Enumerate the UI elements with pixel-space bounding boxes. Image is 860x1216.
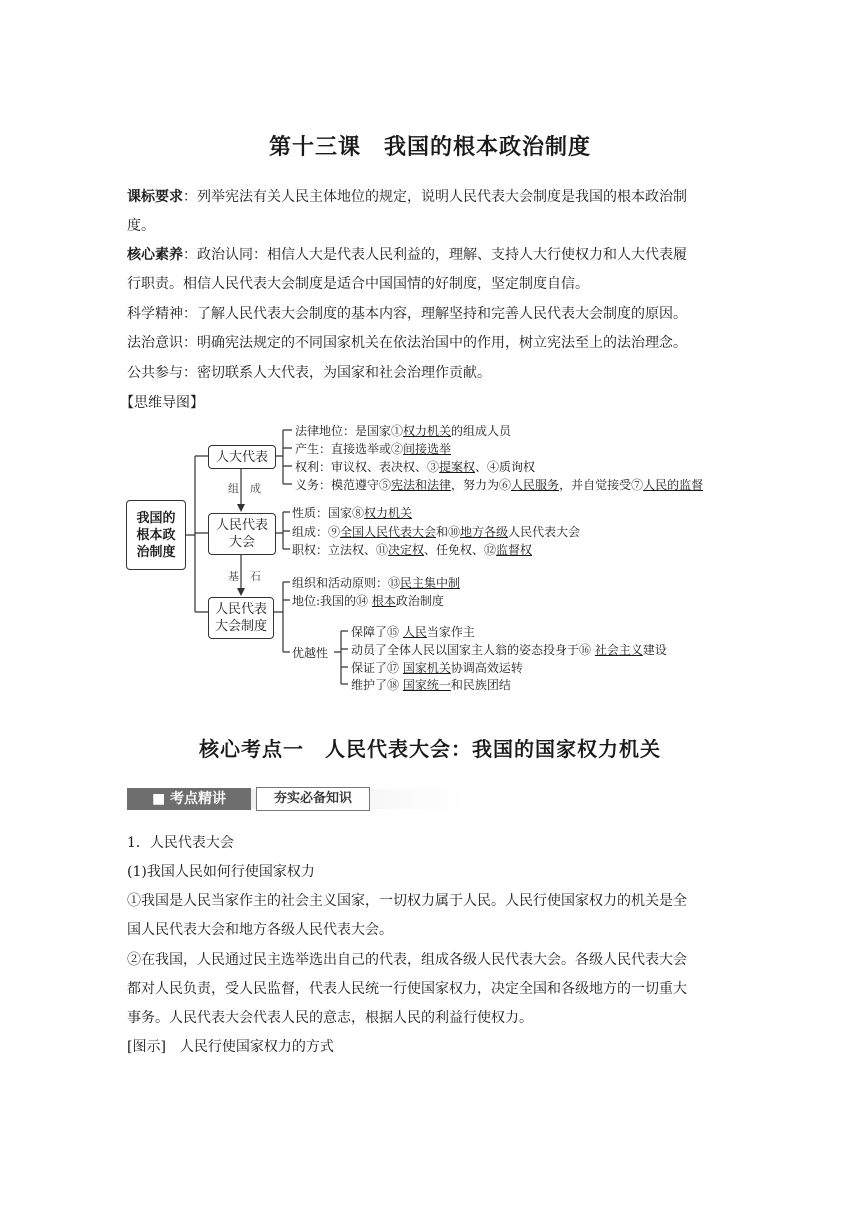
core-literacy-label: 核心素养 xyxy=(127,247,183,263)
requirement-text-cont: 度。 xyxy=(127,218,155,234)
figure-caption: [图示] 人民行使国家权力的方式 xyxy=(127,1039,334,1055)
scientific-spirit: 科学精神：了解人民代表大会制度的基本内容，理解坚持和完善人民代表大会制度的原因。 xyxy=(127,306,687,322)
link-foundation-2: 石 xyxy=(250,570,261,583)
text: ，努力为⑥ xyxy=(451,478,512,492)
text: 法律地位：是国家① xyxy=(295,424,404,438)
node-deputies: 人大代表 xyxy=(208,445,276,469)
system-principle xyxy=(292,574,460,591)
answer: 地方各级 xyxy=(460,525,509,539)
deputy-legal-status xyxy=(295,422,511,439)
paragraph-2-line-2: 都对人民负责，受人民监督，代表人民统一行使国家权力，决定全国和各级地方的一切重大 xyxy=(127,981,687,997)
text: ，并自觉接受⑦ xyxy=(559,478,644,492)
superiority-item xyxy=(351,641,667,658)
node-congress xyxy=(208,513,276,555)
answer: 提案权 xyxy=(439,460,476,474)
root-line-3: 治制度 xyxy=(136,544,176,560)
answer: 宪法和法律 xyxy=(391,478,452,492)
banner-left-label: ■ 考点精讲 xyxy=(127,788,251,810)
link-compose xyxy=(228,480,261,496)
text: 义务：模范遵守⑤ xyxy=(295,478,392,492)
deputy-rights xyxy=(295,458,535,475)
heading-1-1: (1)我国人民如何行使国家权力 xyxy=(127,864,315,880)
text: 组织和活动原则：⑬ xyxy=(292,576,401,590)
text: 保障了⑮ xyxy=(351,625,403,639)
requirement-label: 课标要求 xyxy=(127,189,183,205)
answer: 社会主义 xyxy=(594,643,643,657)
congress-composition xyxy=(292,523,580,540)
text: 和⑩ xyxy=(436,525,461,539)
congress-nature xyxy=(292,504,412,521)
text: 保证了⑰ xyxy=(351,661,403,675)
text: 当家作主 xyxy=(426,625,475,639)
page-title: 第十三课 我国的根本政治制度 xyxy=(268,135,591,160)
paragraph-1-line-1: ①我国是人民当家作主的社会主义国家，一切权力属于人民。人民行使国家权力的机关是全 xyxy=(127,893,687,909)
answer: 人民服务 xyxy=(511,478,560,492)
exam-point-banner xyxy=(127,786,467,812)
text: 维护了⑱ xyxy=(351,678,403,692)
legal-awareness: 法治意识：明确宪法规定的不同国家机关在依法治国中的作用，树立宪法至上的法治理念。 xyxy=(127,335,687,351)
answer: 人民的监督 xyxy=(643,478,704,492)
answer: 全国人民代表大会 xyxy=(340,525,437,539)
requirement-text: ：列举宪法有关人民主体地位的规定，说明人民代表大会制度是我国的根本政治制 xyxy=(183,189,687,205)
superiority-item xyxy=(351,676,511,693)
text: 的组成人员 xyxy=(451,424,512,438)
public-participation: 公共参与：密切联系人大代表，为国家和社会治理作贡献。 xyxy=(127,365,491,381)
node-congress-line-1: 人民代表 xyxy=(215,518,268,533)
link-compose-1: 组 xyxy=(228,482,239,495)
root-node xyxy=(126,500,186,570)
node-congress-system xyxy=(208,597,274,639)
link-compose-2: 成 xyxy=(250,482,261,495)
text: 组成：⑨ xyxy=(292,525,341,539)
answer: 权力机关 xyxy=(364,506,413,520)
answer: 间接选举 xyxy=(403,442,452,456)
banner-right-label: 夯实必备知识 xyxy=(256,787,370,811)
answer: 民主集中制 xyxy=(400,576,461,590)
link-foundation xyxy=(228,568,261,584)
answer: 国家机关 xyxy=(402,661,451,675)
answer: 国家统一 xyxy=(402,678,451,692)
answer: 根本 xyxy=(371,594,396,608)
text: 地位:我国的⑭ xyxy=(292,594,372,608)
node-congress-line-2: 大会 xyxy=(228,535,255,550)
text: 协调高效运转 xyxy=(450,661,523,675)
superiority-label: 优越性 xyxy=(292,646,329,660)
superiority-item xyxy=(351,659,523,676)
core-literacy-text: ：政治认同：相信人大是代表人民利益的，理解、支持人大行使权力和人大代表履 xyxy=(183,247,687,263)
superiority-item xyxy=(351,623,475,640)
answer: 权力机关 xyxy=(403,424,452,438)
deputy-duties xyxy=(295,476,703,493)
core-literacy-cont: 行职责。相信人民代表大会制度是适合中国国情的好制度，坚定制度自信。 xyxy=(127,276,589,292)
paragraph-2-line-3: 事务。人民代表大会代表人民的意志，根据人民的利益行使权力。 xyxy=(127,1010,533,1026)
mindmap-label: 【思维导图】 xyxy=(120,395,204,411)
deputy-election xyxy=(295,440,451,457)
text: 、任免权、⑫ xyxy=(424,543,497,557)
text: 职权：立法权、⑪ xyxy=(292,543,389,557)
paragraph-1-line-2: 国人民代表大会和地方各级人民代表大会。 xyxy=(127,922,393,938)
text: 、④质询权 xyxy=(475,460,536,474)
system-status xyxy=(292,592,444,609)
text: 性质：国家⑧ xyxy=(292,506,365,520)
text: 建设 xyxy=(642,643,667,657)
section-title: 核心考点一 人民代表大会：我国的国家权力机关 xyxy=(199,737,661,761)
root-line-1: 我国的 xyxy=(136,510,176,526)
text: 动员了全体人民以国家主人翁的姿态投身于⑯ xyxy=(351,643,595,657)
heading-1: 1．人民代表大会 xyxy=(127,835,234,851)
answer: 人民 xyxy=(402,625,427,639)
text: 人民代表大会 xyxy=(508,525,581,539)
paragraph-2-line-1: ②在我国，人民通过民主选举选出自己的代表，组成各级人民代表大会。各级人民代表大会 xyxy=(127,952,687,968)
text: 政治制度 xyxy=(395,594,444,608)
node-system-line-2: 大会制度 xyxy=(214,619,267,634)
congress-powers xyxy=(292,541,532,558)
text: 和民族团结 xyxy=(450,678,511,692)
link-foundation-1: 基 xyxy=(228,570,239,583)
answer: 监督权 xyxy=(496,543,533,557)
answer: 决定权 xyxy=(388,543,425,557)
text: 产生：直接选举或② xyxy=(295,442,404,456)
root-line-2: 根本政 xyxy=(136,527,176,543)
node-system-line-1: 人民代表 xyxy=(214,602,267,617)
text: 权利：审议权、表决权、③ xyxy=(295,460,440,474)
